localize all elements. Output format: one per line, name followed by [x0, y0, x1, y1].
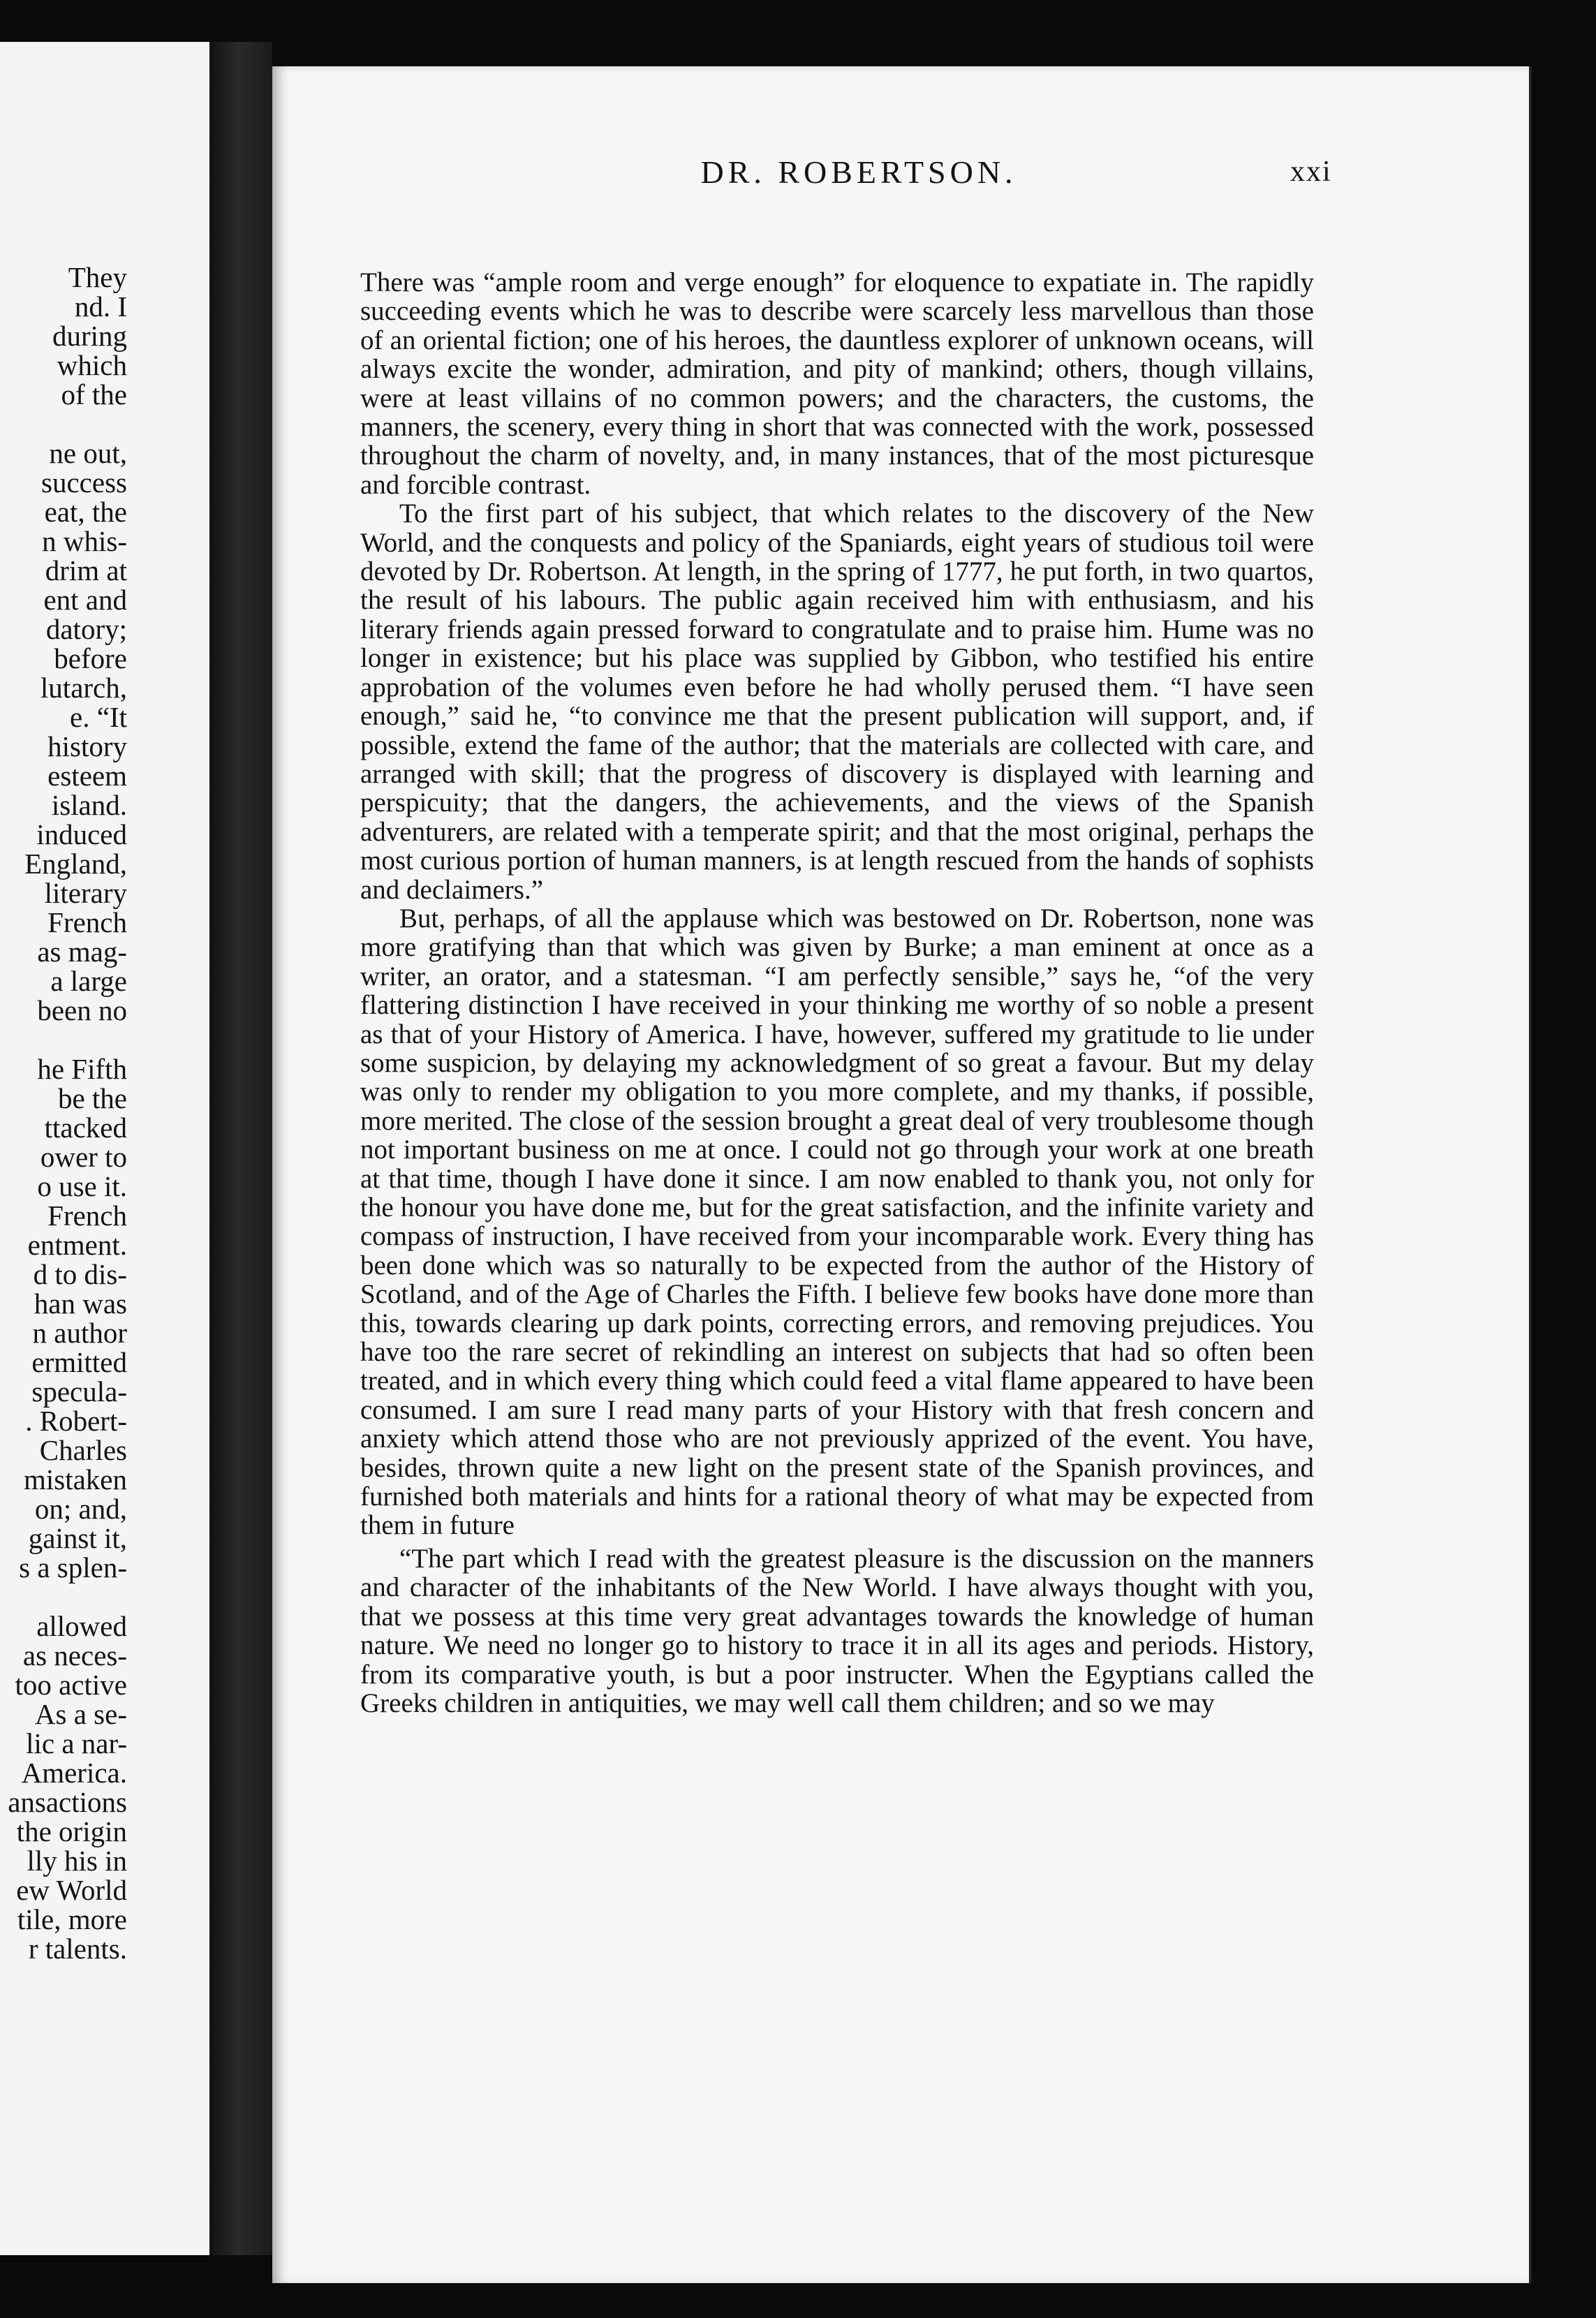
facing-page-line: island.: [51, 789, 127, 821]
paragraph-2: To the first part of his subject, that which relates to the discovery of the New World, and the conquests and policy of the Spaniards, eight years of studious toil were devoted by Dr. Robertson. At length, in the spring of 1777, he put forth, in two quartos, the result of his labours. The public again received him with enthusiasm, and his literary friends again pressed forward to congratulate and to praise him. Hume was no longer in existence; but his place was supplied by Gibbon, who testified his entire approbation of the volumes even before he had wholly perused them. “I have seen enough,” said he, “to convince me that the present publication will support, and, if possible, extend the fame of the author; that the materials are collected with care, and arranged with skill; that the progress of discovery is displayed with learning and perspicuity; that the dangers, the achievements, and the views of the Spanish adventurers, are related with a temperate spirit; and that the most original, perhaps the most curious portion of human manners, is at length rescued from the hands of sophists and declaimers.”: [360, 499, 1314, 905]
facing-page-line: mistaken: [23, 1463, 127, 1496]
facing-page-line: ower to: [40, 1141, 127, 1173]
paragraph-3: But, perhaps, of all the applause which was bestowed on Dr. Robertson, none was more gratifying than that which was given by Burke; a man eminent at once as a writer, an orator, and a statesman. “I am perfectly sensible,” says he, “of the very flattering distinction I have received in your thinking me worthy of so noble a present as that of your History of America. I have, however, suffered my gratitude to lie under some suspicion, by delaying my acknowledgment of so great a favour. But my delay was only to render my obligation to you more complete, and my thanks, if possible, more merited. The close of the session brought a great deal of very troublesome though not important business on me at once. I could not go through your work at one breath at that time, though I have done it since. I am now enabled to thank you, not only for the honour you have done me, but for the great satisfaction, and the infinite variety and compass of instruction, I have received from your incomparable work. Every thing has been done which was so naturally to be expected from the author of the History of Scotland, and of the Age of Charles the Fifth. I believe few books have done more than this, towards clearing up dark points, correcting errors, and removing prejudices. You have too the rare secret of rekindling an interest on subjects that had so often been treated, and in which every thing which could feed a vital flame appeared to have been consumed. I am sure I read many parts of your History with that fresh concern and anxiety which attend those who are not previously apprized of the event. You have, besides, thrown quite a new light on the present state of the Spanish provinces, and furnished both materials and hints for a rational theory of what may be expected from them in future: [360, 903, 1314, 1541]
facing-page-line: d to dis-: [33, 1258, 127, 1290]
facing-page-line: r talents.: [28, 1933, 127, 1965]
facing-page-line: before: [54, 642, 127, 674]
facing-page-line: success: [41, 466, 127, 499]
facing-page-line: French: [47, 906, 127, 938]
facing-page-line: n author: [32, 1317, 127, 1349]
facing-page-fragment: [0, 42, 214, 2255]
facing-page-line: han was: [34, 1287, 127, 1320]
facing-page-line: the origin: [16, 1815, 127, 1847]
facing-page-line: drim at: [45, 554, 127, 586]
page-number: xxi: [1290, 156, 1332, 188]
facing-page-line: induced: [36, 818, 127, 850]
facing-page-line: ermitted: [31, 1346, 127, 1378]
facing-page-line: ttacked: [44, 1112, 127, 1144]
facing-page-line: a large: [50, 965, 127, 997]
book-gutter: [209, 42, 272, 2255]
facing-page-line: during: [52, 320, 127, 352]
facing-page-line: entment.: [27, 1229, 127, 1261]
facing-page-line: lutarch,: [40, 672, 127, 704]
paragraph-4: “The part which I read with the greatest pleasure is the discussion on the manners and character of the inhabitants of the New World. I have always thought with you, that we possess at this time very great advantages towards the knowledge of human nature. We need no longer go to history to trace it in all its ages and periods. History, from its comparative youth, is but a poor instructer. When the Egyptians called the Greeks children in antiquities, we may well call them children; and so we may: [360, 1543, 1314, 1718]
facing-page-line: n whis-: [42, 525, 127, 557]
facing-page-line: of the: [61, 378, 127, 411]
facing-page-line: too active: [15, 1669, 127, 1701]
facing-page-line: been no: [37, 994, 127, 1026]
facing-page-line: which: [57, 349, 127, 381]
facing-page-line: ne out,: [49, 437, 127, 469]
facing-page-line: allowed: [36, 1610, 127, 1642]
facing-page-line: datory;: [45, 613, 127, 645]
facing-page-line: America.: [21, 1757, 127, 1789]
facing-page-line: specula-: [31, 1375, 127, 1408]
facing-page-line: s a splen-: [19, 1551, 127, 1584]
facing-page-line: esteem: [47, 760, 127, 792]
facing-page-line: o use it.: [37, 1170, 127, 1202]
facing-page-line: tile, more: [17, 1903, 127, 1935]
facing-page-line: nd. I: [74, 290, 127, 323]
facing-page-line: as mag-: [37, 936, 127, 968]
facing-page-line: gainst it,: [28, 1522, 127, 1554]
facing-page-line: e. “It: [70, 701, 127, 733]
body-text: [360, 268, 1314, 1718]
facing-page-line: lly his in: [27, 1845, 127, 1877]
facing-page-line: literary: [44, 877, 127, 909]
facing-page-line: he Fifth: [37, 1053, 127, 1085]
facing-page-line: ew World: [16, 1874, 127, 1906]
facing-page-line: eat, the: [44, 496, 127, 528]
facing-page-line: on; and,: [34, 1493, 127, 1525]
facing-page-line: ent and: [43, 584, 127, 616]
facing-page-line: history: [47, 730, 127, 762]
facing-page-line: As a se-: [34, 1698, 127, 1730]
facing-page-line: Charles: [39, 1434, 127, 1466]
facing-page-line: They: [68, 261, 127, 293]
facing-page-line: . Robert-: [25, 1405, 127, 1437]
facing-page-line: French: [47, 1199, 127, 1232]
running-head: DR. ROBERTSON.: [700, 154, 1017, 190]
facing-page-line: as neces-: [22, 1639, 127, 1671]
facing-page-line: be the: [57, 1082, 127, 1114]
facing-page-line: England,: [24, 848, 127, 880]
facing-page-line: lic a nar-: [26, 1727, 127, 1759]
facing-page-line: ansactions: [8, 1786, 127, 1818]
paragraph-1: There was “ample room and verge enough” for eloquence to expatiate in. The rapidly succeeding events which he was to describe were scarcely less marvellous than those of an oriental fiction; one of his heroes, the dauntless explorer of unknown oceans, will always excite the wonder, admiration, and pity of mankind; others, though villains, were at least villains of no common powers; and the characters, the customs, the manners, the scenery, every thing in short that was connected with the work, possessed throughout the charm of novelty, and, in many instances, that of the most picturesque and forcible contrast.: [360, 267, 1314, 500]
